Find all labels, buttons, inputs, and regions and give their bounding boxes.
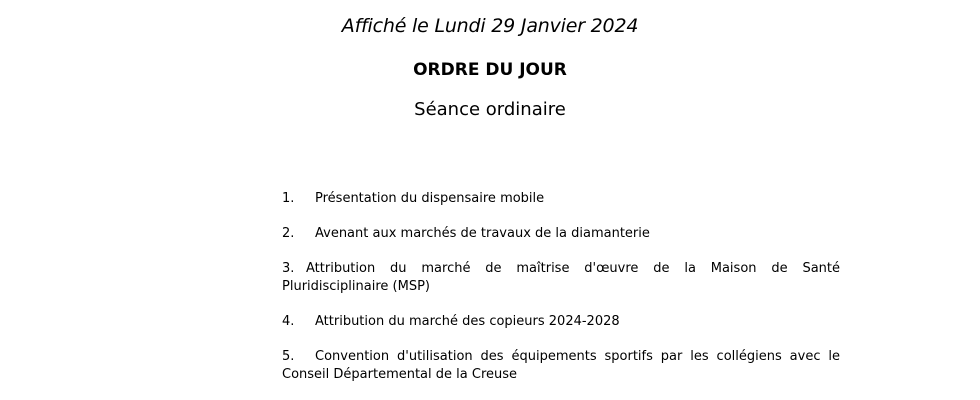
- agenda-item-number: 3.: [282, 261, 295, 276]
- agenda-item-number: 2.: [282, 226, 295, 241]
- page-title: ORDRE DU JOUR: [413, 60, 567, 80]
- agenda-item-text: Attribution du marché de maîtrise d'œuvre de la Maison de Santé Pluridisciplinaire (MSP): [282, 261, 840, 294]
- agenda-item-number: 5.: [282, 349, 295, 364]
- page-subtitle: Séance ordinaire: [414, 99, 566, 120]
- agenda-item-text: Convention d'utilisation des équipements sportifs par les collégiens avec le Conseil Départemental de la Creuse: [282, 349, 840, 382]
- agenda-item-text: Présentation du dispensaire mobile: [315, 191, 545, 206]
- agenda-list: [282, 190, 840, 400]
- posted-date: Affiché le Lundi 29 Janvier 2024: [341, 15, 639, 37]
- agenda-item-1: [282, 190, 840, 208]
- agenda-item-5: [282, 348, 840, 384]
- agenda-item-number: 4.: [282, 314, 295, 329]
- agenda-item-3: [282, 260, 840, 296]
- agenda-item-text: Avenant aux marchés de travaux de la diamanterie: [315, 226, 650, 241]
- agenda-item-4: [282, 313, 840, 331]
- agenda-item-text: Attribution du marché des copieurs 2024-2028: [315, 314, 620, 329]
- agenda-item-2: [282, 225, 840, 243]
- agenda-item-number: 1.: [282, 191, 295, 206]
